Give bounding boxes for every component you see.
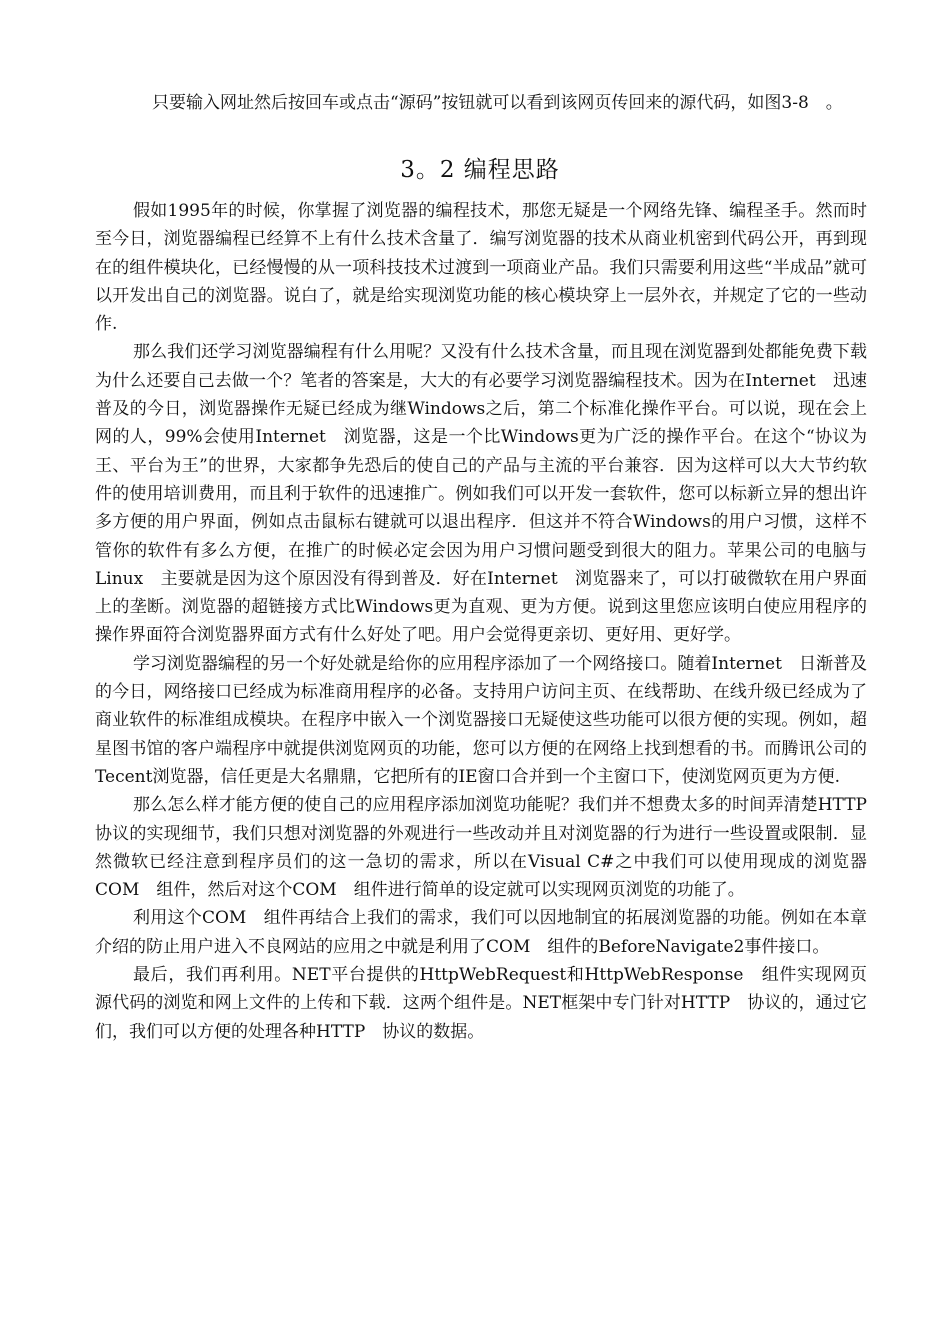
intro-paragraph: 只要输入网址然后按回车或点击“源码”按钮就可以看到该网页传回来的源代码，如图3-8 。: [152, 93, 843, 113]
paragraph-3: 学习浏览器编程的另一个好处就是给你的应用程序添加了一个网络接口。随着Internet 日渐普及的今日，网络接口已经成为标准商用程序的必备。支持用户访问主页、在线帮助、在线升级已经成为了商业软件的标准组成模块。在程序中嵌入一个浏览器接口无疑使这些功能可以很方便的实现。例如，超星图书馆的客户端程序中就提供浏览网页的功能，您可以方便的在网络上找到想看的书。而腾讯公司的Tecent浏览器，信任更是大名鼎鼎，它把所有的IE窗口合并到一个主窗口下，使浏览网页更为方便.: [95, 653, 867, 787]
section-title: 3。2 编程思路: [400, 157, 560, 183]
paragraph-4: 那么怎么样才能方便的使自己的应用程序添加浏览功能呢？我们并不想费太多的时间弄清楚HTTP 协议的实现细节，我们只想对浏览器的外观进行一些改动并且对浏览器的行为进行一些设置或限制．显然微软已经注意到程序员们的这一急切的需求，所以在Visual C#之中我们可以使用现成的浏览器COM 组件，然后对这个COM 组件进行简单的设定就可以实现网页浏览的功能了。: [95, 795, 884, 901]
paragraph-6: 最后，我们再利用。NET平台提供的HttpWebRequest和HttpWebResponse 组件实现网页源代码的浏览和网上文件的上传和下载．这两个组件是。NET框架中专门针对HTTP 协议的，通过它们，我们可以方便的处理各种HTTP 协议的数据。: [95, 965, 867, 1042]
paragraph-5: 利用这个COM 组件再结合上我们的需求，我们可以因地制宜的拓展浏览器的功能。例如在本章介绍的防止用户进入不良网站的应用之中就是利用了COM 组件的BeforeNavigate2事件接口。: [95, 908, 867, 957]
section-body: [95, 197, 884, 1046]
paragraph-1: 假如1995年的时候，你掌握了浏览器的编程技术，那您无疑是一个网络先锋、编程圣手。然而时至今日，浏览器编程已经算不上有什么技术含量了．编写浏览器的技术从商业机密到代码公开，再到现在的组件模块化，已经慢慢的从一项科技技术过渡到一项商业产品。我们只需要利用这些“半成品”就可以开发出自己的浏览器。说白了，就是给实现浏览功能的核心模块穿上一层外衣，并规定了它的一些动作.: [95, 201, 867, 335]
paragraph-2: 那么我们还学习浏览器编程有什么用呢？又没有什么技术含量，而且现在浏览器到处都能免费下载为什么还要自己去做一个？笔者的答案是，大大的有必要学习浏览器编程技术。因为在Internet 迅速普及的今日，浏览器操作无疑已经成为继Windows之后，第二个标准化操作平台。可以说，现在会上网的人，99%会使用Internet 浏览器，这是一个比Windows更为广泛的操作平台。在这个“协议为王、平台为王”的世界，大家都争先恐后的使自己的产品与主流的平台兼容．因为这样可以大大节约软件的使用培训费用，而且利于软件的迅速推广。例如我们可以开发一套软件，您可以标新立异的想出许多方便的用户界面，例如点击鼠标右键就可以退出程序．但这并不符合Windows的用户习惯，这样不管你的软件有多么方便，在推广的时候必定会因为用户习惯问题受到很大的阻力。苹果公司的电脑与Linux 主要就是因为这个原因没有得到普及．好在Internet 浏览器来了，可以打破微软在用户界面上的垄断。浏览器的超链接方式比Windows更为直观、更为方便。说到这里您应该明白使应用程序的操作界面符合浏览器界面方式有什么好处了吧。用户会觉得更亲切、更好用、更好学。: [95, 342, 867, 646]
